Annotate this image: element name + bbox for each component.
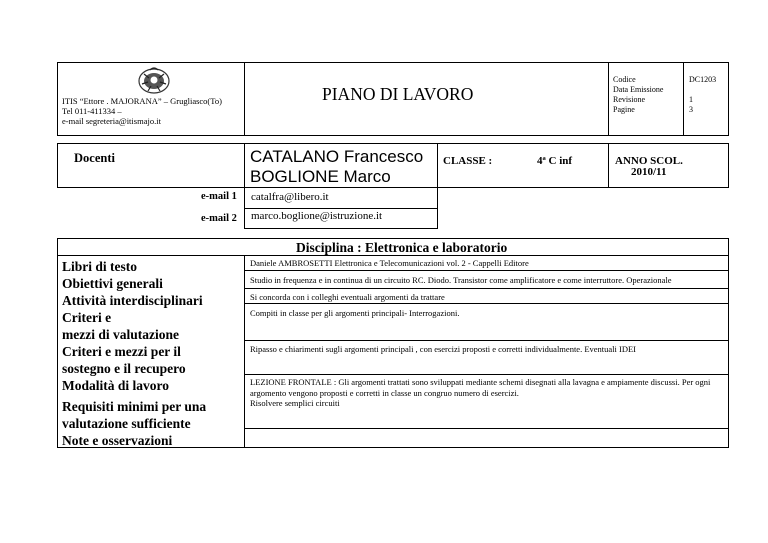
label-criteri-valutazione-2: mezzi di valutazione (62, 327, 179, 342)
anno-scolastico-label: ANNO SCOL. (615, 155, 683, 167)
teacher-name-1: CATALANO Francesco (250, 147, 424, 166)
content-libri-di-testo: Daniele AMBROSETTI Elettronica e Telecomunicazioni vol. 2 - Cappelli Editore (250, 258, 529, 268)
school-crest-logo (136, 66, 172, 96)
email2-label: e-mail 2 (201, 213, 237, 224)
label-criteri-valutazione: Criteri e (62, 310, 112, 325)
meta-label-pagine: Pagine (613, 105, 635, 114)
classe-value: 4ª C inf (537, 155, 573, 167)
meta-value-pagine: 3 (689, 105, 693, 114)
meta-value-codice: DC1203 (689, 75, 717, 84)
label-requisiti-minimi-2: valutazione sufficiente (62, 416, 191, 431)
school-name: ITIS “Ettore . MAJORANA” – Grugliasco(To) (62, 96, 222, 106)
teacher-name-2: BOGLIONE Marco (250, 167, 391, 186)
content-attivita-interdisciplinari: Si concorda con i colleghi eventuali argomenti da trattare (250, 292, 445, 302)
label-libri-di-testo: Libri di testo (62, 259, 138, 274)
content-criteri-sostegno: Ripasso e chiarimenti sugli argomenti principali , con esercizi proposti e corretti individualmente. Eventuali IDEI (250, 344, 637, 354)
label-attivita-interdisciplinari: Attività interdisciplinari (62, 293, 203, 308)
email1-label: e-mail 1 (201, 191, 237, 202)
label-criteri-sostegno: Criteri e mezzi per il (62, 344, 181, 359)
meta-value-revisione: 1 (689, 95, 693, 104)
school-phone: Tel 011-411334 – (62, 106, 122, 116)
anno-scolastico-value: 2010/11 (631, 166, 667, 178)
disciplina-heading: Disciplina : Elettronica e laboratorio (296, 240, 508, 255)
content-obiettivi-generali: Studio in frequenza e in continua di un circuito RC. Diodo. Transistor come amplificatore e come interruttore. Operazionale (250, 275, 672, 285)
email2-value: marco.boglione@istruzione.it (251, 210, 383, 222)
meta-label-codice: Codice (613, 75, 636, 84)
meta-label-data-emissione: Data Emissione (613, 85, 664, 94)
label-note-osservazioni: Note e osservazioni (62, 433, 173, 448)
document-title: PIANO DI LAVORO (322, 84, 474, 104)
meta-label-revisione: Revisione (613, 95, 645, 104)
label-requisiti-minimi: Requisiti minimi per una (62, 399, 207, 414)
docenti-label: Docenti (74, 151, 115, 165)
school-email: e-mail segreteria@itismajo.it (62, 116, 161, 126)
email1-value: catalfra@libero.it (251, 191, 329, 203)
content-requisiti-minimi: Risolvere semplici circuiti (250, 398, 340, 408)
label-obiettivi-generali: Obiettivi generali (62, 276, 163, 291)
content-criteri-valutazione: Compiti in classe per gli argomenti principali- Interrogazioni. (250, 308, 460, 318)
label-criteri-sostegno-2: sostegno e il recupero (62, 361, 186, 376)
classe-label: CLASSE : (443, 155, 493, 167)
content-modalita-di-lavoro: LEZIONE FRONTALE : Gli argomenti trattati sono sviluppati mediante schemi disegnati alla lavagna e ampiamente discussi. Per ogni argomento vengono proposti e corretti in classe un congruo numero di esercizi. (250, 377, 711, 398)
label-modalita-di-lavoro: Modalità di lavoro (62, 378, 170, 393)
